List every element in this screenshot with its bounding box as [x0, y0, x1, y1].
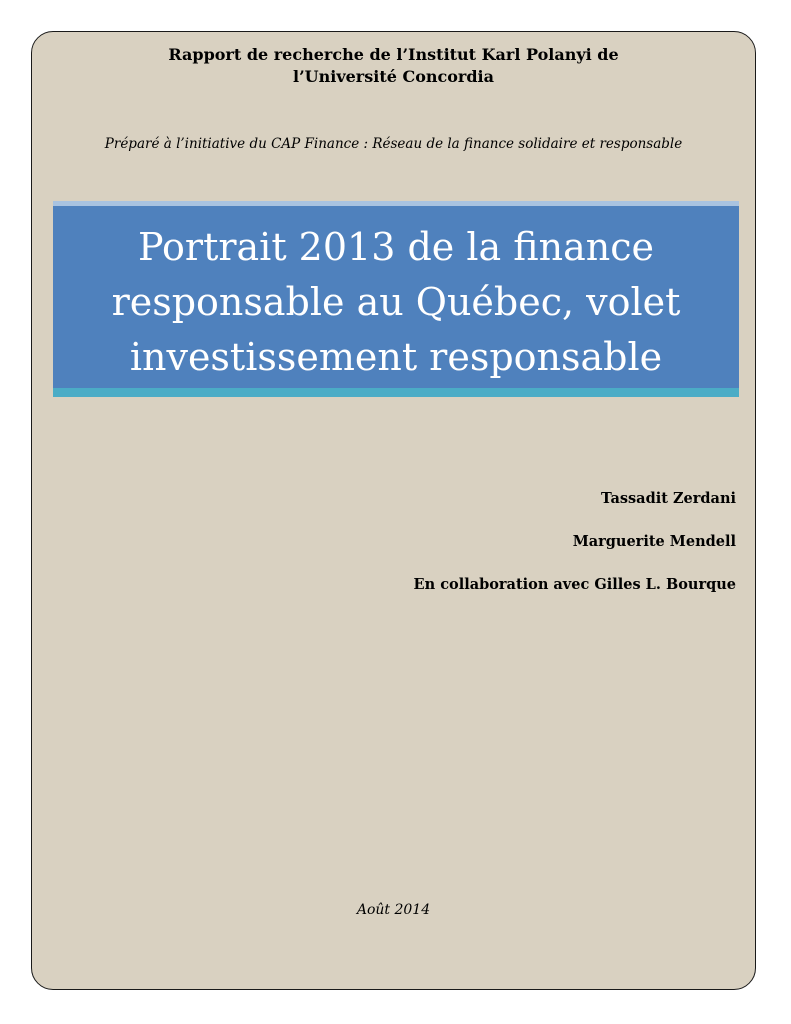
- initiative-note: Préparé à l’initiative du CAP Finance : Réseau de la finance solidaire et responsable: [104, 136, 683, 152]
- publication-date: Août 2014: [356, 902, 431, 918]
- report-title: [53, 220, 739, 385]
- title-line-1: Portrait 2013 de la finance: [138, 225, 654, 269]
- institute-heading: [32, 44, 755, 88]
- title-line-2: responsable au Québec, volet: [111, 280, 681, 324]
- report-cover: [31, 31, 756, 990]
- collaboration-credit: En collaboration avec Gilles L. Bourque: [413, 576, 736, 593]
- institute-line-1: Rapport de recherche de l’Institut Karl Polanyi de: [168, 45, 619, 64]
- title-band-bottom-stripe: [53, 388, 739, 397]
- institute-line-2: l’Université Concordia: [293, 67, 494, 86]
- title-line-3: investissement responsable: [129, 335, 663, 379]
- author-name: Marguerite Mendell: [572, 533, 736, 550]
- author-list: [414, 490, 736, 619]
- author-name: Tassadit Zerdani: [601, 490, 736, 507]
- title-band: [53, 206, 739, 388]
